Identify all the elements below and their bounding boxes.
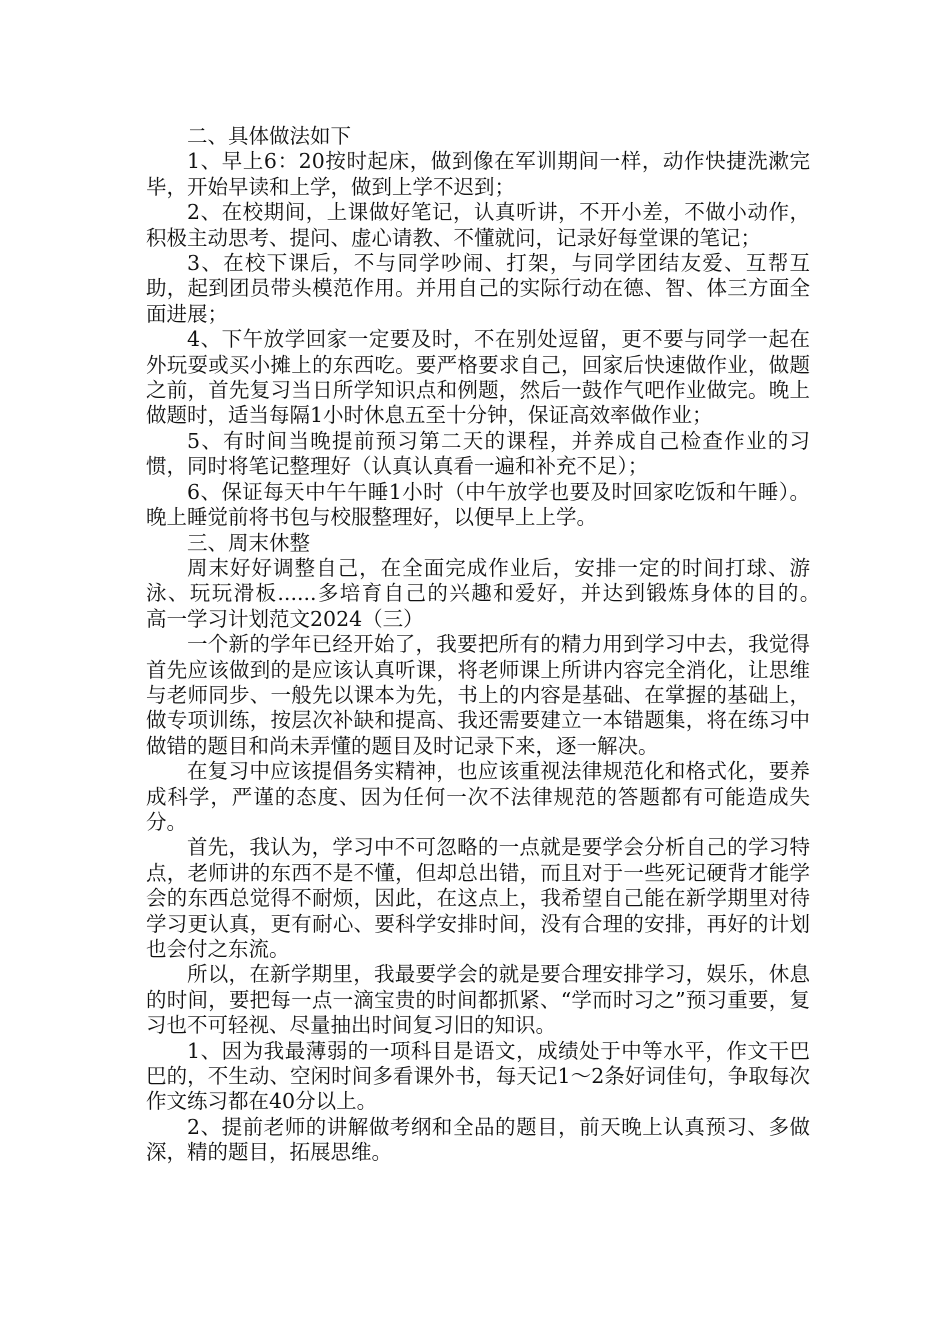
paragraph: 在复习中应该提倡务实精神，也应该重视法律规范化和格式化，要养成科学，严谨的态度、因为任何一次不法律规范的答题都有可能造成失分。 [146,759,810,834]
paragraph: 3、在校下课后，不与同学吵闹、打架，与同学团结友爱、互帮互助，起到团员带头模范作用。并用自己的实际行动在德、智、体三方面全面进展； [146,251,810,326]
section-heading-weekend: 三、周末休整 [187,530,310,555]
paragraph: 1、因为我最薄弱的一项科目是语文，成绩处于中等水平，作文干巴巴的，不生动、空闲时间多看课外书，每天记1～2条好词佳句，争取每次作文练习都在40分以上。 [146,1038,810,1114]
paragraph: 一个新的学年已经开始了，我要把所有的精力用到学习中去，我觉得首先应该做到的是应该认真听课，将老师课上所讲内容完全消化，让思维与老师同步、一般先以课本为先，书上的内容是基础、在掌握的基础上，做专项训练，按层次补缺和提高、我还需要建立一本错题集，将在练习中做错的题目和尚未弄懂的题目及时记录下来，逐一解决。 [146,632,810,758]
paragraph: 首先，我认为，学习中不可忽略的一点就是要学会分析自己的学习特点，老师讲的东西不是不懂，但却总出错，而且对于一些死记硬背才能学会的东西总觉得不耐烦，因此，在这点上，我希望自己能在新学期里对待学习更认真，更有耐心、要科学安排时间，没有合理的安排，再好的计划也会付之东流。 [146,835,810,961]
paragraph: 5、有时间当晚提前预习第二天的课程，并养成自己检查作业的习惯，同时将笔记整理好（认真认真看一遍和补充不足）； [146,428,810,479]
paragraph: 所以，在新学期里，我最要学会的就是要合理安排学习，娱乐，休息的时间，要把每一点一滴宝贵的时间都抓紧、“学而时习之”预习重要，复习也不可轻视、尽量抽出时间复习旧的知识。 [146,962,810,1038]
paragraph: 6、保证每天中午午睡1小时（中午放学也要及时回家吃饭和午睡）。晚上睡觉前将书包与校服整理好，以便早上上学。 [146,479,810,530]
paragraph: 2、在校期间，上课做好笔记，认真听讲，不开小差，不做小动作，积极主动思考、提问、虚心请教、不懂就问，记录好每堂课的笔记； [146,200,810,250]
document-body [146,124,851,1166]
paragraph: 1、早上6：20按时起床，做到像在军训期间一样，动作快捷洗漱完毕，开始早读和上学，做到上学不迟到； [146,149,810,199]
paragraph: 2、提前老师的讲解做考纲和全品的题目，前天晚上认真预习、多做深，精的题目，拓展思维。 [146,1114,810,1165]
paragraph: 周末好好调整自己，在全面完成作业后，安排一定的时间打球、游泳、玩玩滑板......多培育自己的兴趣和爱好，并达到锻炼身体的目的。 高一学习计划范文2024（三） [146,555,851,631]
section-heading-methods: 二、具体做法如下 [187,124,351,148]
paragraph: 4、下午放学回家一定要及时，不在别处逗留，更不要与同学一起在外玩耍或买小摊上的东西吃。要严格要求自己，回家后快速做作业，做题之前，首先复习当日所学知识点和例题，然后一鼓作气吧作业做完。晚上做题时，适当每隔1小时休息五至十分钟，保证高效率做作业； [146,327,810,428]
